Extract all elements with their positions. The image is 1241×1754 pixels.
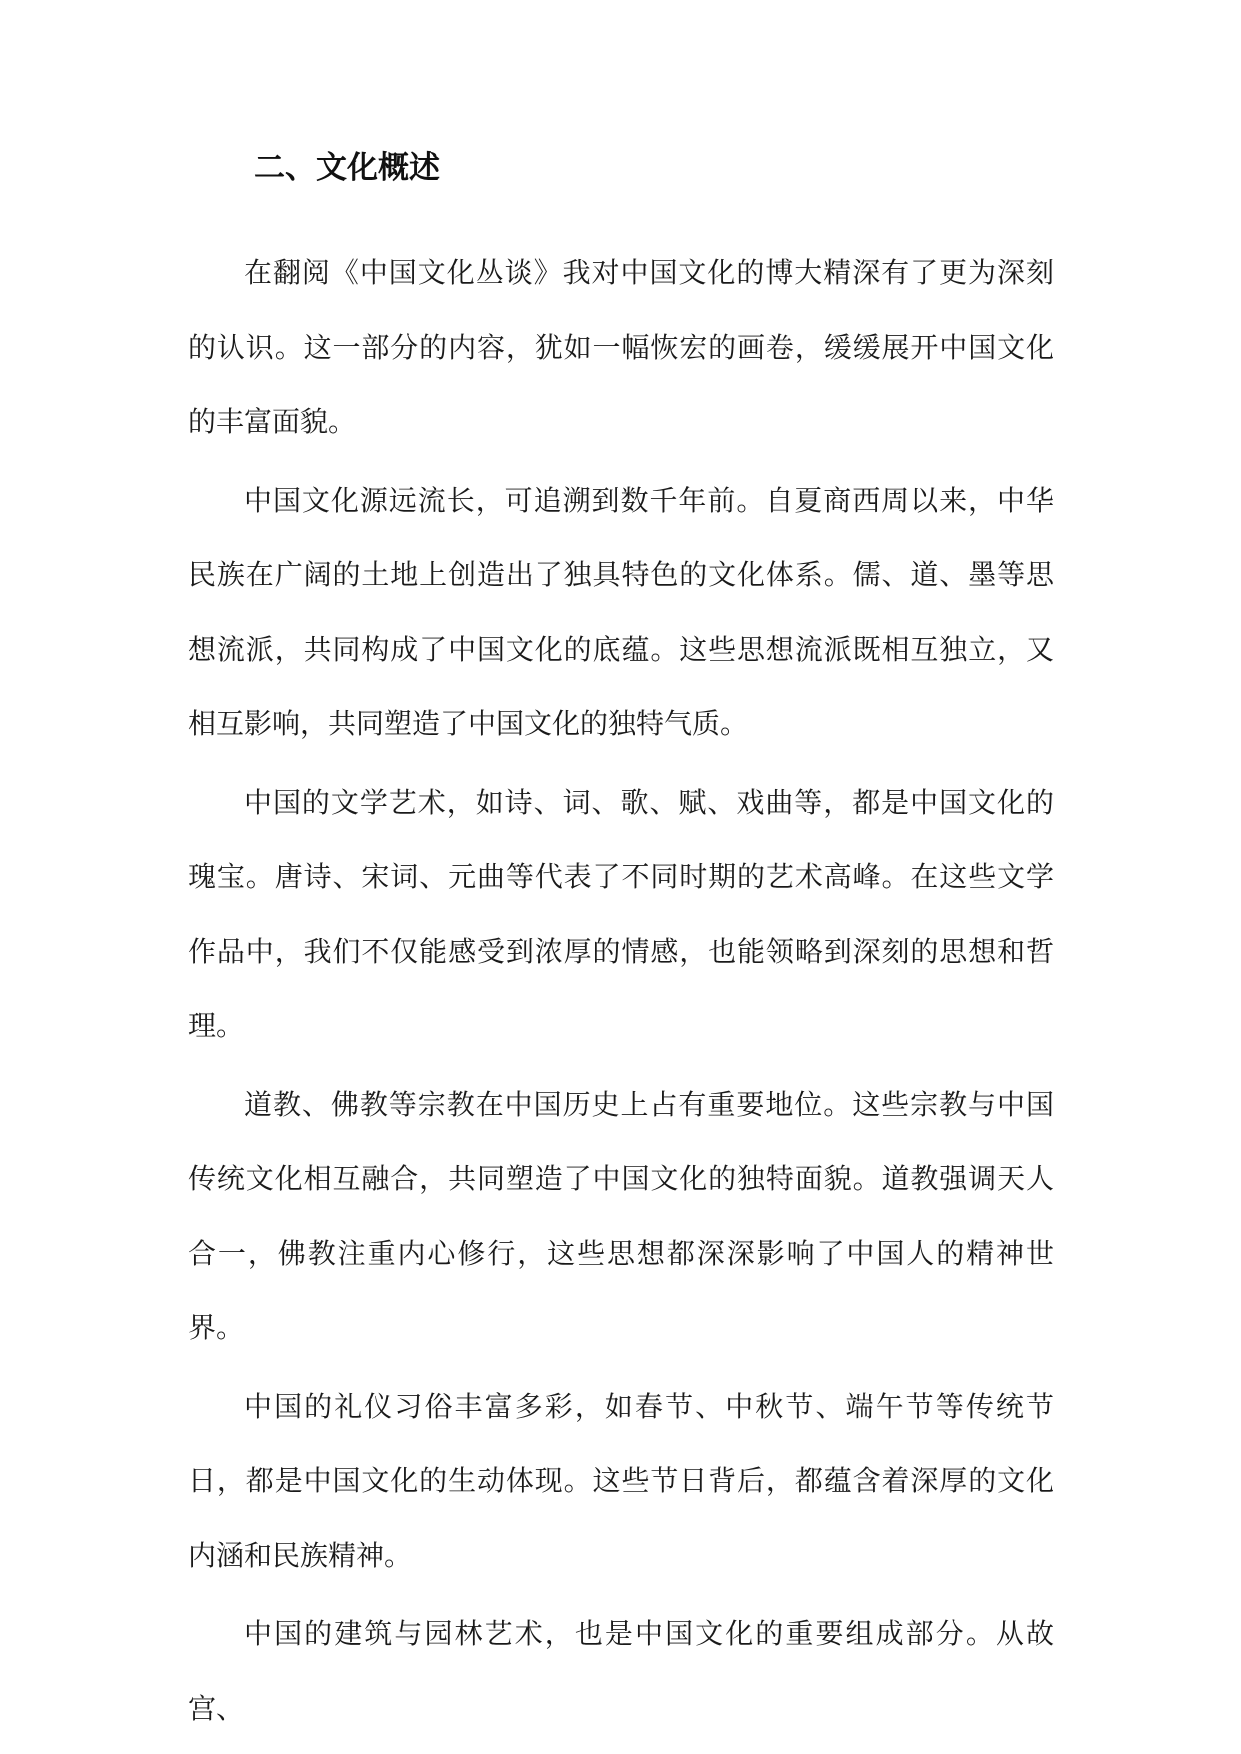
paragraph: 中国的文学艺术，如诗、词、歌、赋、戏曲等，都是中国文化的瑰宝。唐诗、宋词、元曲等代表了不同时期的艺术高峰。在这些文学作品中，我们不仅能感受到浓厚的情感，也能领略到深刻的思想和哲理。 <box>188 785 1054 1042</box>
paragraph: 中国的礼仪习俗丰富多彩，如春节、中秋节、端午节等传统节日，都是中国文化的生动体现。这些节日背后，都蕴含着深厚的文化内涵和民族精神。 <box>188 1389 1054 1572</box>
section-heading: 二、文化概述 <box>254 150 440 186</box>
paragraph: 在翻阅《中国文化丛谈》我对中国文化的博大精深有了更为深刻的认识。这一部分的内容，犹如一幅恢宏的画卷，缓缓展开中国文化的丰富面貌。 <box>188 256 1054 438</box>
paragraph: 中国文化源远流长，可追溯到数千年前。自夏商西周以来，中华民族在广阔的土地上创造出了独具特色的文化体系。儒、道、墨等思想流派，共同构成了中国文化的底蕴。这些思想流派既相互独立，又相互影响，共同塑造了中国文化的独特气质。 <box>188 483 1054 740</box>
document-body <box>188 148 1054 1750</box>
paragraph: 中国的建筑与园林艺术，也是中国文化的重要组成部分。从故宫、 <box>188 1617 1054 1725</box>
paragraph: 道教、佛教等宗教在中国历史上占有重要地位。这些宗教与中国传统文化相互融合，共同塑造了中国文化的独特面貌。道教强调天人合一，佛教注重内心修行，这些思想都深深影响了中国人的精神世界。 <box>188 1087 1054 1344</box>
